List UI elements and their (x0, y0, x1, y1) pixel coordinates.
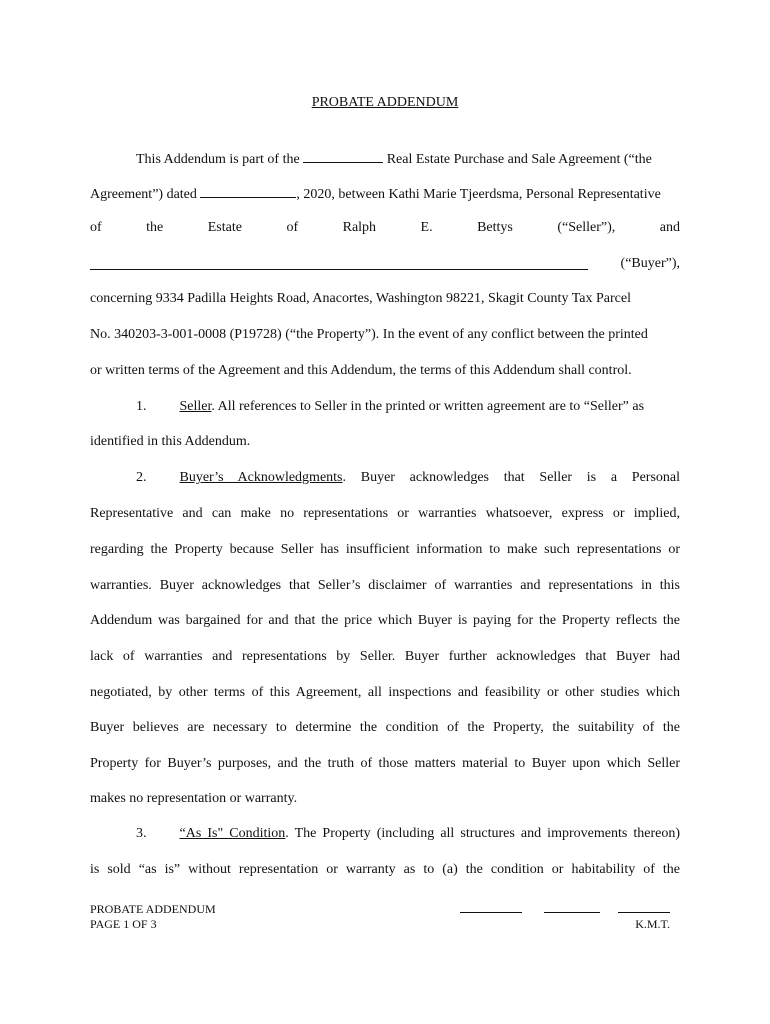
footer-page-number: PAGE 1 OF 3 (90, 917, 157, 931)
footer-right (460, 902, 670, 932)
section-number: 1. (136, 399, 147, 414)
footer-left (90, 902, 216, 932)
footer-doc-name: PROBATE ADDENDUM (90, 902, 216, 916)
agreement-type-blank[interactable] (303, 148, 383, 163)
word: and (659, 220, 680, 235)
section-text: . Buyer acknowledges that Seller is a Personal (342, 470, 681, 485)
section-2-line: Property for Buyer’s purposes, and the truth of those matters material to Buyer upon which Seller (90, 756, 680, 771)
intro-line-2 (90, 183, 680, 204)
section-2-line: warranties. Buyer acknowledges that Seller’s disclaimer of warranties and representations in this (90, 578, 680, 593)
word: (“Seller”), (557, 220, 616, 235)
section-heading: Seller (179, 399, 212, 414)
word: E. (420, 220, 433, 235)
intro-line-3 (90, 219, 680, 237)
footer-initials: K.M.T. (635, 917, 670, 931)
word: Estate (207, 220, 242, 235)
intro-text: , 2020, between Kathi Marie Tjeerdsma, Personal Representative (296, 187, 661, 202)
section-2-line: Addendum was bargained for and that the price which Buyer is paying for the Property reflects the (90, 613, 680, 628)
word: Bettys (477, 220, 513, 235)
word: of (90, 220, 102, 235)
section-2-line: regarding the Property because Seller has insufficient information to make such representations or (90, 542, 680, 557)
section-1-line-2: identified in this Addendum. (90, 434, 251, 449)
intro-text: Agreement”) dated (90, 187, 197, 202)
document-title: PROBATE ADDENDUM (311, 95, 459, 110)
intro-line-4 (90, 255, 680, 276)
initials-blanks (460, 902, 670, 917)
section-2-line: lack of warranties and representations by Seller. Buyer further acknowledges that Buyer had (90, 649, 680, 664)
intro-text: Real Estate Purchase and Sale Agreement (“the (386, 152, 652, 167)
date-blank[interactable] (200, 183, 296, 198)
intro-line-1 (90, 148, 680, 169)
buyer-label: (“Buyer”), (620, 256, 680, 271)
section-3-line-1 (90, 825, 680, 843)
word: the (146, 220, 164, 235)
section-2-line-1 (90, 469, 680, 487)
section-2-line: Buyer believes are necessary to determine the condition of the Property, the suitability of the (90, 720, 680, 735)
intro-line-5: concerning 9334 Padilla Heights Road, Anacortes, Washington 98221, Skagit County Tax Parcel (90, 291, 631, 306)
section-heading: Buyer’s Acknowledgments (179, 470, 343, 485)
initial-blank[interactable] (618, 902, 670, 913)
section-heading: “As Is" Condition (179, 826, 286, 841)
section-text: . The Property (including all structures and improvements thereon) (285, 826, 680, 841)
section-number: 2. (136, 470, 147, 485)
intro-line-6: No. 340203-3-001-0008 (P19728) (“the Property”). In the event of any conflict between the printed (90, 327, 648, 342)
section-2-last-line: makes no representation or warranty. (90, 791, 298, 806)
section-2-line: Representative and can make no representations or warranties whatsoever, express or implied, (90, 506, 680, 521)
section-text: . All references to Seller in the printed or written agreement are to “Seller” as (211, 399, 645, 414)
section-3-line-2: is sold “as is” without representation or warranty as to (a) the condition or habitability of the (90, 862, 680, 877)
intro-line-7: or written terms of the Agreement and this Addendum, the terms of this Addendum shall control. (90, 363, 632, 378)
initial-blank[interactable] (544, 902, 600, 913)
initial-blank[interactable] (460, 902, 522, 913)
section-1-line-1 (90, 398, 680, 416)
buyer-name-blank[interactable] (90, 255, 588, 270)
section-2-line: negotiated, by other terms of this Agreement, all inspections and feasibility or other studies which (90, 685, 680, 700)
word: Ralph (342, 220, 377, 235)
section-number: 3. (136, 826, 147, 841)
word: of (286, 220, 299, 235)
intro-text: This Addendum is part of the (136, 152, 300, 167)
